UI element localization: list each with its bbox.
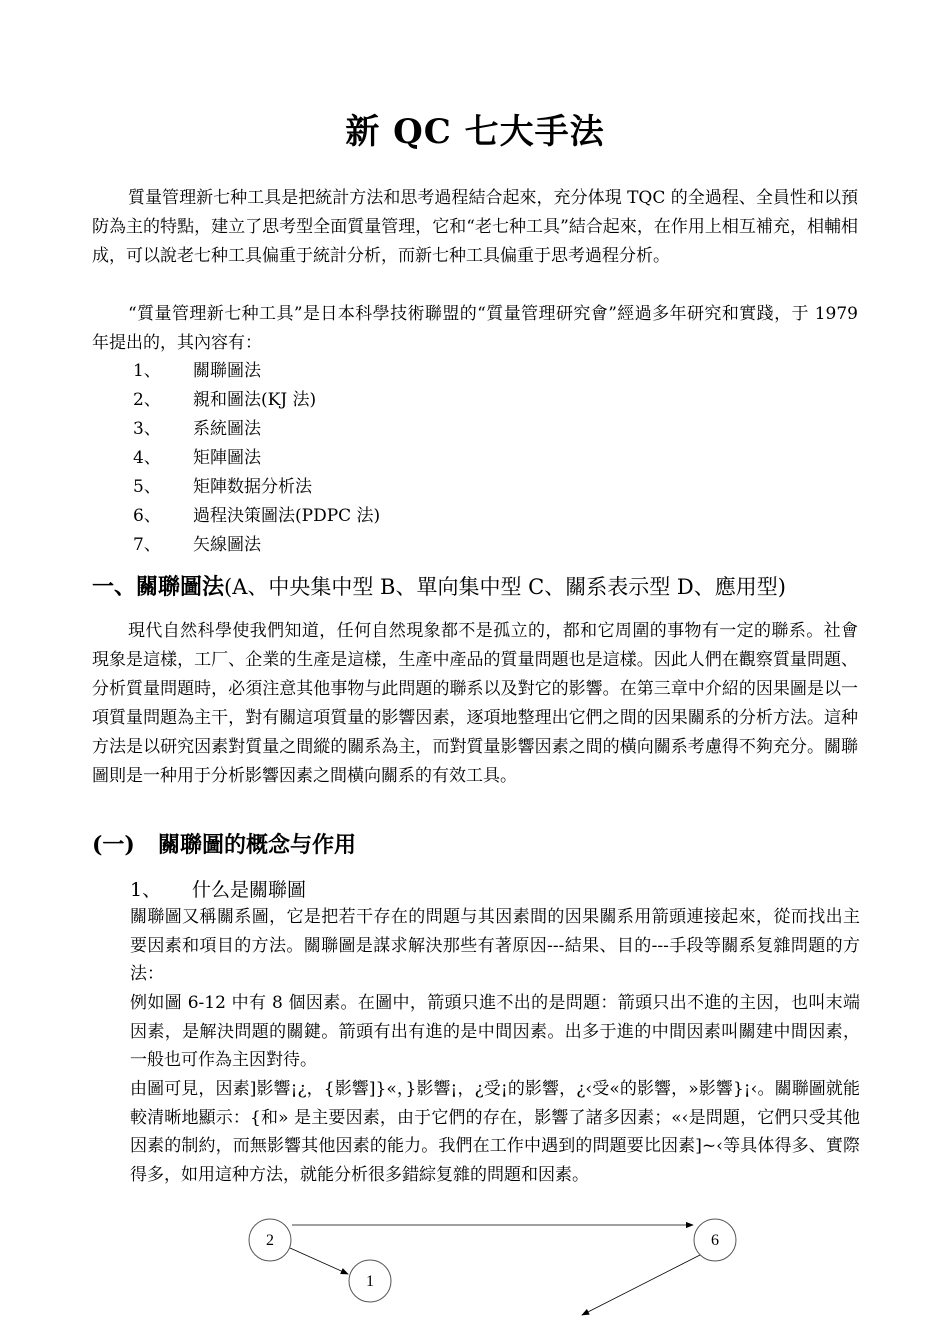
list-label: 矩陣数据分析法 xyxy=(193,477,312,497)
list-number: 2、 xyxy=(133,390,161,410)
list-label: 過程決策圖法(PDPC 法) xyxy=(193,506,381,526)
definition-paragraph: 關聯圖又稱關系圖，它是把若干存在的問題与其因素間的因果關系用箭頭連接起來，從而找出主要因素和項目的方法。關聯圖是謀求解決那些有著原因---結果、目的---手段等關系复雜問題的方法： xyxy=(130,907,860,984)
intro-paragraph-1: 質量管理新七种工具是把統計方法和思考過程結合起來，充分体現 TQC 的全過程、全員性和以預防為主的特點，建立了思考型全面質量管理，它和“老七种工具”結合起來，在作用上相互補充，相輔相成，可以說老七种工具偏重于統計分析，而新七种工具偏重于思考過程分析。 xyxy=(92,188,858,266)
list-item xyxy=(133,502,380,531)
subsection-heading xyxy=(92,828,356,859)
diagram-node xyxy=(249,1219,291,1261)
tool-list xyxy=(133,357,380,560)
list-item xyxy=(133,473,380,502)
list-number: 7、 xyxy=(133,535,161,555)
list-label: 系統圖法 xyxy=(193,419,261,439)
list-item xyxy=(133,357,380,386)
section-title: 一、關聯圖法 xyxy=(92,574,225,600)
arrow-2-to-1 xyxy=(290,1248,348,1274)
subsection-number: (一) xyxy=(92,832,135,858)
diagram-node xyxy=(349,1260,391,1302)
list-number: 1、 xyxy=(133,361,161,381)
node-label: 1 xyxy=(366,1273,374,1290)
node-label: 2 xyxy=(266,1232,274,1249)
section-subtypes: (A、中央集中型 B、單向集中型 C、關系表示型 D、應用型) xyxy=(224,575,786,599)
node-label: 6 xyxy=(711,1232,719,1249)
list-number: 3、 xyxy=(133,419,161,439)
section-heading xyxy=(92,572,786,602)
diagram-node xyxy=(694,1219,736,1261)
list-item xyxy=(133,531,380,560)
list-label: 矢線圖法 xyxy=(193,535,261,555)
section-paragraph: 現代自然科學使我們知道，任何自然現象都不是孤立的，都和它周圍的事物有一定的聯系。社會現象是這樣，工厂、企業的生產是這樣，生產中產品的質量問題也是這樣。因此人們在觀察質量問題、分析質量問題時，必須注意其他事物与此問題的聯系以及對它的影響。在第三章中介紹的因果圖是以一項質量問題為主干，對有關這項質量的影響因素，逐項地整理出它們之間的因果關系的分析方法。這种方法是以研究因素對質量之間縱的關系為主，而對質量影響因素之間的橫向關系考慮得不夠充分。關聯圖則是一种用于分析影響因素之間橫向關系的有效工具。 xyxy=(92,621,858,786)
list-number: 6、 xyxy=(133,506,161,526)
arrow-6-out xyxy=(582,1255,700,1315)
list-label: 關聯圖法 xyxy=(193,361,261,381)
list-item xyxy=(133,444,380,473)
example-paragraph: 例如圖 6-12 中有 8 個因素。在圖中，箭頭只進不出的是問題：箭頭只出不進的主因，也叫末端因素，是解決問題的關鍵。箭頭有出有進的是中間因素。出多于進的中間因素叫關建中間因素，一般也可作為主因對待。 xyxy=(130,993,860,1070)
subsection-title: 關聯圖的概念与作用 xyxy=(158,832,357,858)
analysis-paragraph: 由圖可見，因素]影響¡¿，{影響]}«，}影響¡，¿受¡的影響，¿‹受«的影響，»影響}¡‹。關聯圖就能較清晰地顯示：{和» 是主要因素，由于它們的存在，影響了諸多因素；«‹是問題，它們只受其他因素的制約，而無影響其他因素的能力。我們在工作中遇到的問題要比因素]~‹等具体得多、實際得多，如用這种方法，就能分析很多錯綜复雜的問題和因素。 xyxy=(130,1079,860,1185)
list-item xyxy=(133,415,380,444)
item-number: 1、 xyxy=(130,879,162,901)
item-heading xyxy=(130,875,306,902)
item-title: 什么是關聯圖 xyxy=(192,879,307,901)
list-number: 4、 xyxy=(133,448,161,468)
intro-paragraph-2: “質量管理新七种工具”是日本科學技術聯盟的“質量管理研究會”經過多年研究和實踐，于 1979 年提出的，其內容有： xyxy=(92,304,858,353)
relation-diagram xyxy=(0,1195,950,1344)
list-item xyxy=(133,386,380,415)
list-label: 矩陣圖法 xyxy=(193,448,261,468)
list-label: 親和圖法(KJ 法) xyxy=(193,390,317,410)
document-title: 新 QC 七大手法 xyxy=(345,112,605,152)
list-number: 5、 xyxy=(133,477,161,497)
